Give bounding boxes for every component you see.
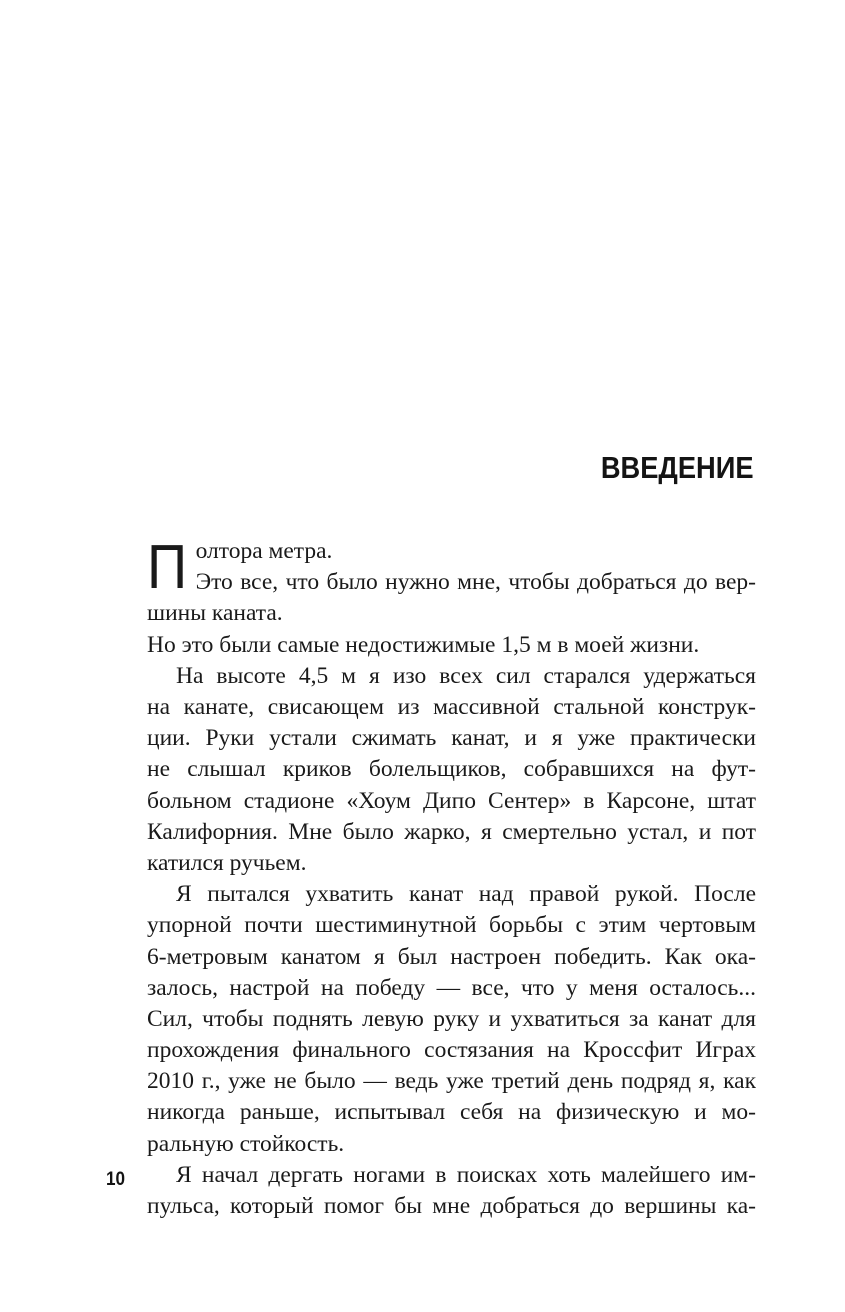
text-line: 6-метровым канатом я был настроен победить. Как ока- [147,943,756,970]
text-line: Сил, чтобы поднять левую руку и ухватиться за канат для [147,1005,756,1032]
body-text [147,533,756,1222]
text-line: Это все, что было нужно мне, чтобы добраться до вер- [195,569,756,596]
text-line: никогда раньше, испытывал себя на физическую и мо- [147,1099,756,1126]
text-line: шины каната. [147,600,283,627]
text-line: Я пытался ухватить канат над правой рукой. После [176,881,756,908]
text-line: катился ручьем. [147,849,307,876]
text-line: Но это были самые недостижимые 1,5 м в моей жизни. [147,631,700,658]
text-line: Калифорния. Мне было жарко, я смертельно устал, и пот [147,818,756,845]
text-line: олтора метра. [195,538,333,564]
paragraph-opening [147,533,756,630]
paragraph [147,1160,756,1222]
text-line: больном стадионе «Хоум Дипо Сентер» в Карсоне, штат [147,787,756,814]
text-line: пульса, который помог бы мне добраться до вершины ка- [147,1193,756,1220]
drop-cap: П [147,533,188,602]
text-line: не слышал криков болельщиков, собравшихся на фут- [147,756,756,783]
text-line: 2010 г., уже не было — ведь уже третий день подряд я, как [147,1068,756,1095]
page-number: 10 [106,1169,126,1190]
text-line: прохождения финального состязания на Кроссфит Играх [147,1037,756,1064]
paragraph [147,661,756,879]
text-line: на канате, свисающем из массивной стальной конструк- [147,693,756,720]
text-line: ральную стойкость. [147,1130,345,1157]
paragraph [147,630,756,661]
text-line: Я начал дергать ногами в поисках хоть малейшего им- [176,1161,756,1188]
text-line: залось, настрой на победу — все, что у меня осталось... [147,974,756,1001]
text-line: ции. Руки устали сжимать канат, и я уже практически [147,725,756,752]
text-line: упорной почти шестиминутной борьбы с этим чертовым [147,912,756,939]
text-line: На высоте 4,5 м я изо всех сил старался удержаться [176,662,756,689]
paragraph [147,879,756,1160]
chapter-title: ВВЕДЕНИЕ [601,450,754,485]
